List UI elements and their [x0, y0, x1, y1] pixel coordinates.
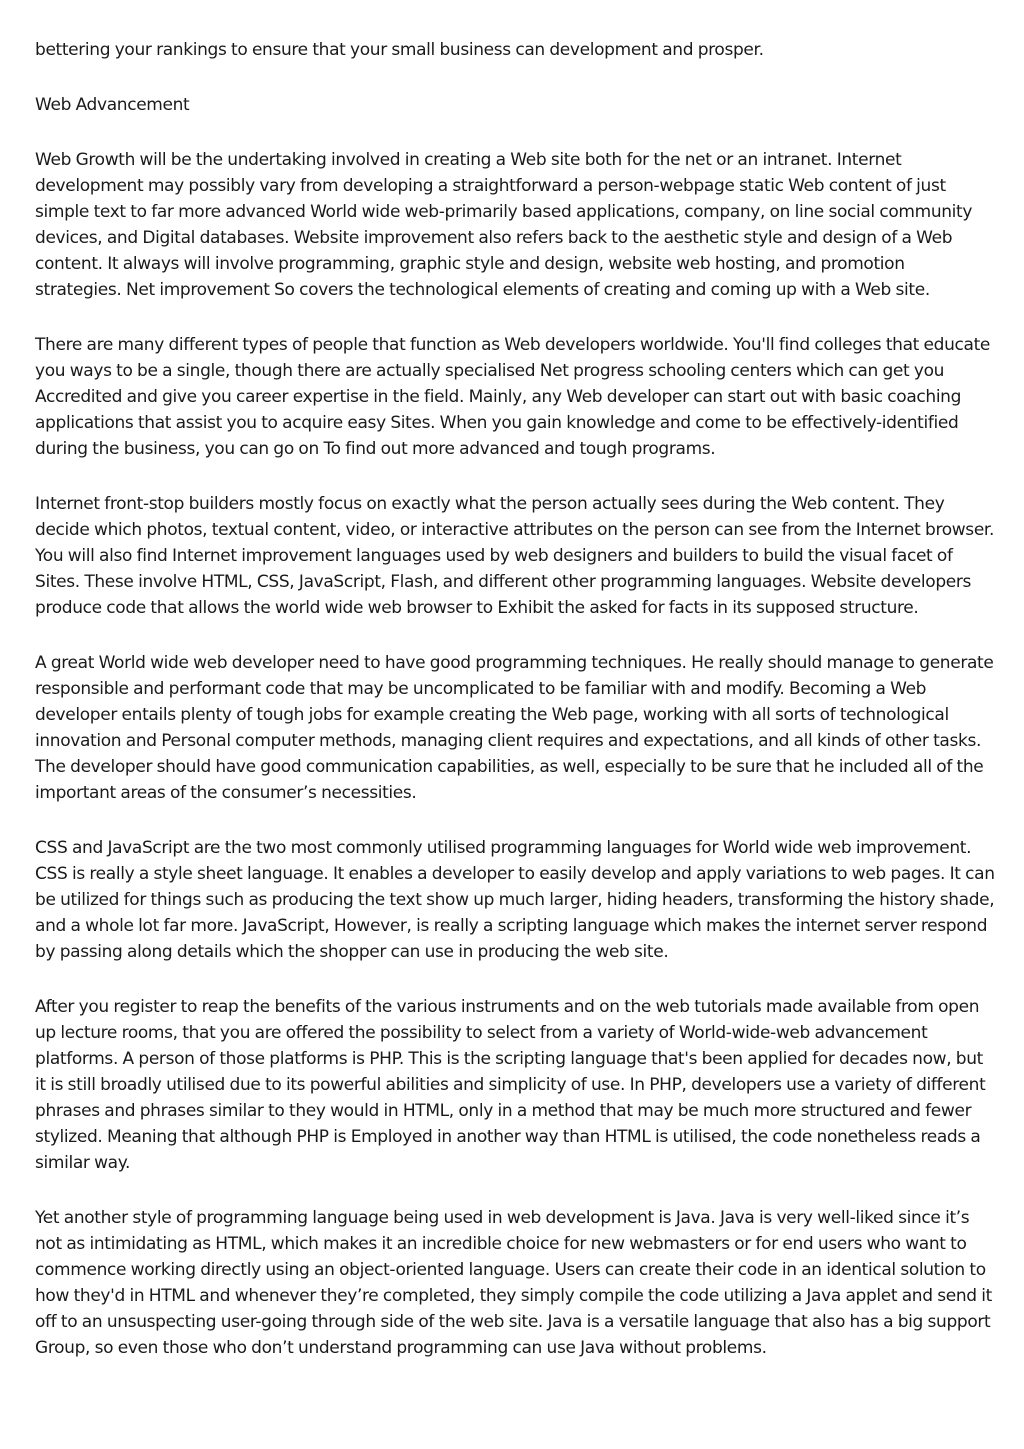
paragraph-front-end: Internet front-stop builders mostly focus on exactly what the person actually sees during the Web content. They decide which photos, textual content, video, or interactive attributes on the person can see from the Internet browser. You will also find Internet improvement languages used by web designers and builders to build the visual facet of Sites. These involve HTML, CSS, JavaScript, Flash, and different other programming languages. Website developers produce code that allows the world wide web browser to Exhibit the asked for facts in its supposed structure.: [35, 494, 995, 618]
paragraph-skills: A great World wide web developer need to have good programming techniques. He really should manage to generate responsible and performant code that may be uncomplicated to be familiar with and modify. Becoming a Web developer entails plenty of tough jobs for example creating the Web page, working with all sorts of technological innovation and Personal computer methods, managing client requires and expectations, and all kinds of other tasks. The developer should have good communication capabilities, as well, especially to be sure that he included all of the important areas of the consumer’s necessities.: [35, 653, 994, 803]
paragraph-php: After you register to reap the benefits of the various instruments and on the web tutorials made available from open up lecture rooms, that you are offered the possibility to select from a variety of World-wide-web advancement platforms. A person of those platforms is PHP. This is the scripting language that's been applied for decades now, but it is still broadly utilised due to its powerful abilities and simplicity of use. In PHP, developers use a variety of different phrases and phrases similar to they would in HTML, only in a method that may be much more structured and fewer stylized. Meaning that although PHP is Employed in another way than HTML is utilised, the code nonetheless reads a similar way.: [35, 997, 986, 1173]
paragraph-css-javascript: CSS and JavaScript are the two most commonly utilised programming languages for World wide web improvement. CSS is really a style sheet language. It enables a developer to easily develop and apply variations to web pages. It can be utilized for things such as producing the text show up much larger, hiding headers, transforming the history shade, and a whole lot far more. JavaScript, However, is really a scripting language which makes the internet server respond by passing along details which the shopper can use in producing the web site.: [35, 838, 995, 962]
document-body: [35, 37, 995, 1390]
paragraph-developer-types: There are many different types of people that function as Web developers worldwide. You'll find colleges that educate you ways to be a single, though there are actually specialised Net progress schooling centers which can get you Accredited and give you career expertise in the field. Mainly, any Web developer can start out with basic coaching applications that assist you to acquire easy Sites. When you gain knowledge and come to be effectively-identified during the business, you can go on To find out more advanced and tough programs.: [35, 335, 990, 459]
section-heading: Web Advancement: [35, 95, 190, 115]
paragraph-java: Yet another style of programming language being used in web development is Java. Java is very well-liked since it’s not as intimidating as HTML, which makes it an incredible choice for new webmasters or for end users who want to commence working directly using an object-oriented language. Users can create their code in an identical solution to how they'd in HTML and whenever they’re completed, they simply compile the code utilizing a Java applet and send it off to an unsuspecting user-going through side of the web site. Java is a versatile language that also has a big support Group, so even those who don’t understand programming can use Java without problems.: [35, 1208, 992, 1358]
paragraph-web-growth: Web Growth will be the undertaking involved in creating a Web site both for the net or an intranet. Internet development may possibly vary from developing a straightforward a person-webpage static Web content of just simple text to far more advanced World wide web-primarily based applications, company, on line social community devices, and Digital databases. Website improvement also refers back to the aesthetic style and design of a Web content. It always will involve programming, graphic style and design, website web hosting, and promotion strategies. Net improvement So covers the technological elements of creating and coming up with a Web site.: [35, 150, 973, 300]
paragraph-intro-continuation: bettering your rankings to ensure that your small business can development and prosper.: [35, 40, 764, 60]
